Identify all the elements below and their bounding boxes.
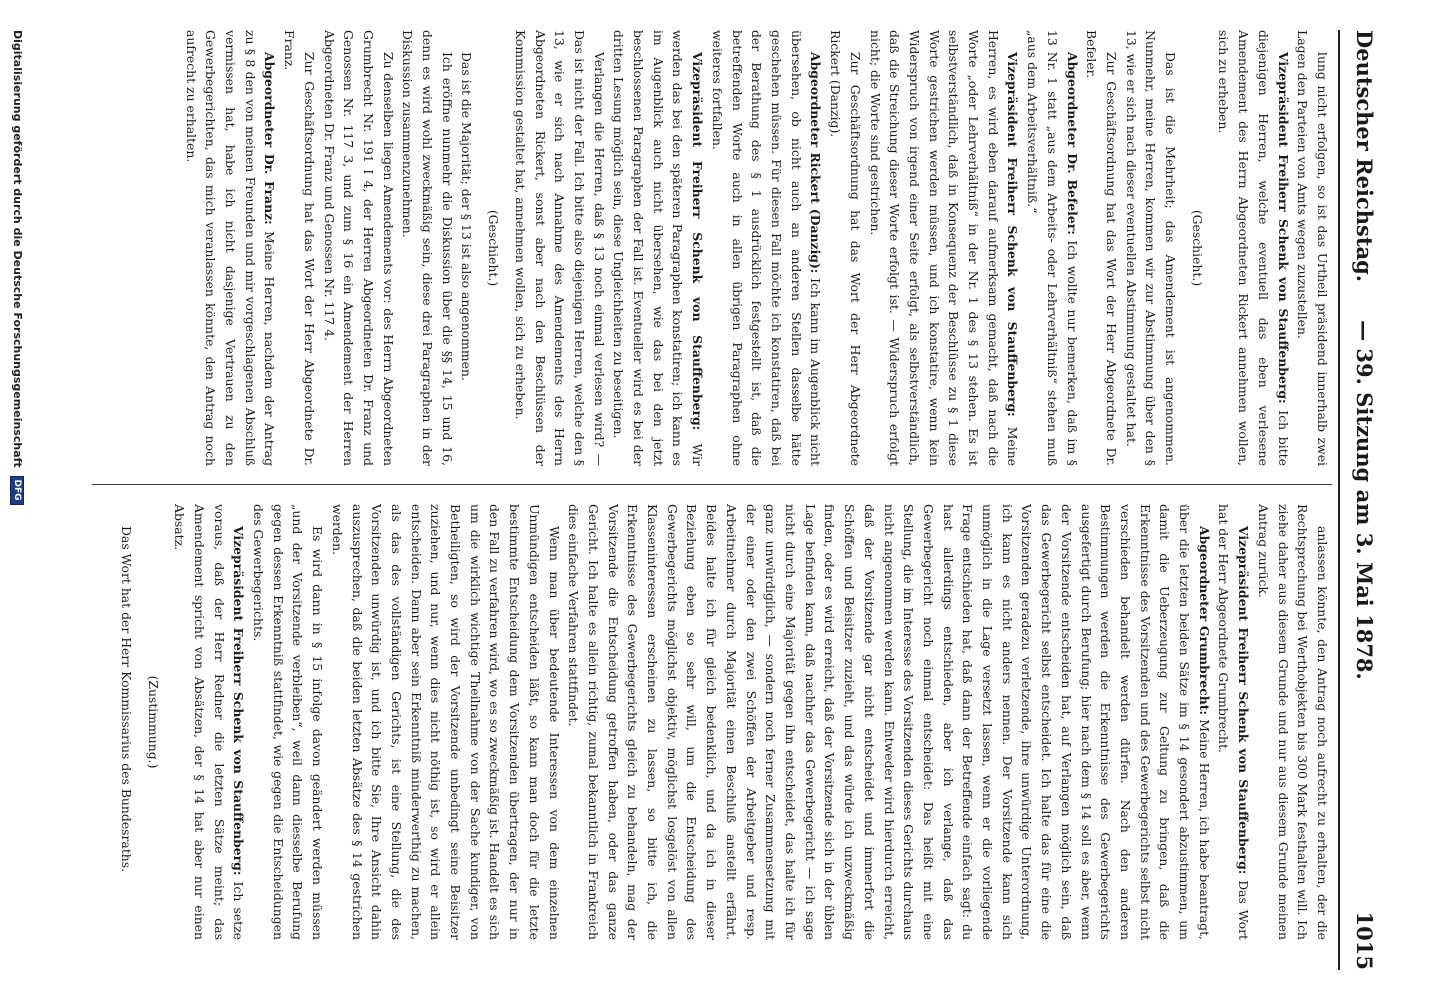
right-column [22, 504, 1332, 940]
paragraph: Vizepräsident Freiherr Schenk von Stauffenberg: Ich setze voraus, daß der Herr Redner die letzten Sätze meint; das Amendement spricht von Absätzen, der § 14 hat aber nur einen Absatz. [172, 504, 247, 940]
speaker-name: Vizepräsident Freiherr Schenk von Stauffenberg: [231, 526, 247, 876]
header-rule [1338, 30, 1340, 970]
paragraph: Abgeordneter Dr. Franz: Meine Herren, nachdem der Antrag zu § 8 den von meinen Freunden und mir vorgeschlagenen Abschluß vermissen hat, habe ich nicht dasjenige Vertrauen zu den Gewerbegerichten, das mich veranlassen könnte, den Antrag noch aufrecht zu erhalten. [183, 30, 278, 466]
paragraph: Abgeordneter Rickert (Danzig): Ich kann im Augenblick nicht übersehen, ob nicht auch an anderen Stellen dasselbe hätte geschehen müssen. Für diesen Fall möchte ich konstatiren, daß bei der Berathung des § 1 ausdrücklich festgestellt ist, daß die betreffenden Worte auch in allen übrigen Paragraphen ohne weiteres fortfallen. [709, 30, 824, 466]
header-session: — 39. Sitzung am 3. Mai 1878. [1352, 320, 1377, 680]
paragraph: Das ist die Majorität; der § 13 ist also angenommen. [459, 52, 475, 381]
digitization-credit [10, 30, 24, 930]
speaker-name: Vizepräsident Freiherr Schenk von Stauffenberg: [1005, 52, 1021, 417]
paragraph: Zu denselben liegen Amendements vor: des Herrn Abgeordneten Grumbrecht Nr. 191 I 4, der Herren Abgeordneten Dr. Franz und Genossen Nr. 117 3, und zum § 16 ein Amendement der Herren Abgeordneten Dr. Franz und Genossen Nr. 117 4. [321, 30, 396, 466]
header-publication: Deutscher Reichstag. [1352, 30, 1377, 283]
paragraph: Zur Geschäftsordnung hat das Wort der Herr Abgeordnete Dr. Befeler. [1084, 30, 1119, 466]
page-header [1337, 30, 1377, 970]
paragraph: Das Wort hat der Herr Kommissarius des Bundesraths. [118, 526, 134, 873]
paragraph: Abgeordneter Dr. Befeler: Ich wollte nur bemerken, daß im § 13 Nr. 1 statt „aus dem Arbeits- oder Lehrverhältniß“ stehen muß „aus dem Arbeitsverhältniß.“ [1025, 30, 1080, 466]
dfg-logo: DFG [10, 476, 24, 505]
paragraph: Verlangen die Herren, daß § 13 noch einmal verlesen wird? — Das ist nicht der Fall. Ich bitte also diejenigen Herren, welche den § 13, wie er sich nach Annahme des Amendements des Herrn Abgeordneten Rickert, sonst aber nach den Beschlüssen der Kommission gestaltet hat, annehmen wollen, sich zu erheben. [512, 30, 607, 466]
speaker-name: Abgeordneter Dr. Franz: [262, 52, 278, 225]
paragraph: Es wird dann in § 15 infolge davon geändert werden müssen „und der Vorsitzende verbleiben“, weil dann diesselbe Berufung gegen dessen Erkenntniß stattfindet, wie gegen die Entscheidungen des Gewerbegerichts. [251, 504, 326, 940]
paragraph: Zur Geschäftsordnung hat das Wort der Herr Abgeordnete Dr. Franz. [282, 30, 317, 466]
paragraph: Wenn man über bedeutende Interessen von dem einzelnen Unmündigen entscheiden läßt, so kann man doch für die letzte bestimmte Entscheidung dem Vorsitzenden übertragen, der nur in den Fall zu verfahren wird, wo es so zweckmäßig ist. Handelt es sich um die wirklich wichtige Theilnahme von der Sache kundiger, von Betheiligten, so wird der Vorsitzende unbedingt seine Beisitzer zuziehen, und nur, wenn dies nicht nöthig ist, so wird er allein entscheiden. Dann aber sein Erkenntniß minderwerthig zu machen, als das des vollständigen Gerichts, ist eine Stellung, die des Vorsitzenden unwürdig ist, und ich bitte Sie, Ihre Ansicht dahin auszusprechen, daß die beiden letzten Absätze des § 14 gestrichen werden. [329, 504, 562, 940]
stage-direction: (Geschieht.) [1189, 209, 1205, 287]
stage-direction: (Zustimmung.) [145, 675, 161, 769]
paragraph: anlassen könnte, den Antrag noch aufrecht zu erhalten, der die Rechtsprechung bei Werthobjekten bis 300 Mark festhalten will. Ich ziehe daher aus diesem Grunde und nur aus diesem Grunde meinen Antrag zurück. [1255, 504, 1330, 940]
credit-text: Digitalisierung gefördert durch die Deutsche Forschungsgemeinschaft [11, 30, 24, 468]
paragraph: Das ist die Mehrheit; das Amendement ist angenommen. Nunmehr, meine Herren, kommen wir zur Abstimmung über den § 13, wie er sich nach dieser eventuellen Abstimmung gestaltet hat. [1123, 30, 1179, 466]
paragraph: lung nicht erfolgen, so ist das Urtheil präsidend innerhalb zwei Lagen den Parteien von Amts wegen zuzustellen. [1295, 30, 1330, 466]
speaker-name: Abgeordneter Rickert (Danzig): [808, 52, 824, 274]
paragraph: Vizepräsident Freiherr Schenk von Stauffenberg: Meine Herren, es wird eben darauf aufmerksam gemacht, daß nach die Worte „oder Lehrverhältniß“ in der Nr. 1 des § 13 stehen. Es ist selbstverständlich, daß in Konsequenz der Beschlüsse zu § 1 diese Worte gestrichen werden müssen, und ich konstatire, wenn kein Widerspruch von irgend einer Seite erfolgt, als selbstverständlich, daß die Streichung dieser Worte erfolgt ist. — Widerspruch erfolgt nicht; die Worte sind gestrichen. [867, 30, 1021, 466]
speaker-name: Abgeordneter Grumbrecht: [1196, 526, 1212, 716]
left-column [32, 30, 1332, 466]
paragraph: Vizepräsident Freiherr Schenk von Stauffenberg: Ich bitte diejenigen Herren, welche eventuell das eben verlesene Amendement des Herrn Abgeordneten Rickert annehmen wollen, sich zu erheben. [1216, 30, 1291, 466]
header-page-number: 1015 [1352, 911, 1377, 970]
speaker-name: Vizepräsident Freiherr Schenk von Stauffenberg: [690, 52, 706, 431]
paragraph: Zur Geschäftsordnung hat das Wort der Herr Abgeordnete Rickert (Danzig). [828, 30, 863, 466]
paragraph: Vizepräsident Freiherr Schenk von Stauffenberg: Wir werden das bei den späteren Paragraphen konstatiren; ich kann es im Augenblick auch nicht übersehen, wie das bei den jetzt beschlossenen Paragraphen der Fall ist. Eventueller wird es bei der dritten Lesung möglich sein, diese Ungleichheiten zu beseitigen. [611, 30, 706, 466]
stage-direction: (Geschieht.) [486, 209, 502, 287]
paragraph: Abgeordneter Grumbrecht: Meine Herren, ich habe beantragt, über die letzten beiden Sätze im § 14 gesondert abzustimmen, um damit die Ueberzeugung zur Geltung zu bringen, daß die Erkenntnisse des Vorsitzenden und des Gewerbegerichts selbst nicht verschieden behandelt werden dürfen. Nach den anderen Bestimmungen werden die Erkenntnisse des Gewerbegerichts ausgefertigt durch Berufung; hier nach dem § 14 soll es aber, wenn der Vorsitzende entscheiden hat, auf Verlangen möglich sein, daß das Gewerbegericht selbst entscheidet. Ich halte das für eine die Vorsitzenden geradezu verletzende, ihre unwürdige Unterordnung, ich kann es nicht anders nennen. Der Vorsitzende kann sich unmöglich in die Lage versetzt lassen, wenn er die vorliegende Frage entschieden hat, daß dann der Betreffende einfach sagt: du hast allerdings entschieden, aber ich verlange, daß das Gewerbegericht noch einmal entscheidet: Das heißt mit eine Stellung, die im Interesse des Vorsitzenden dieses Gerichts durchaus nicht angenommen werden kann. Entweder wird hierdurch erreicht, daß der Vorsitzende gar nicht entscheidet und immerfort die Schöffen und Beisitzer zuzieht, und das würde ich unzweckmäßig finden, oder es wird erreicht, daß der Vorsitzende sich in der üblen Lage befinden kann, daß nachher das Gewerbegericht — ich sage nicht durch eine Majorität gegen ihn entscheidet, das halte ich für ganz unwürdiglich, — sondern noch ferner Zusammensetzung mit der einer oder den zwei Schöffen der Arbeitgeber und resp. Arbeitnehmer durch Majorität einen Beschluß anstellt erfährt. Beides halte ich für gleich bedenklich, und da ich in dieser Beziehung eben so sehr will, um die Entscheidung des Gewerbegerichts möglichst objektiv, möglichst losgelöst von allen Klasseninteressen erscheinen zu lassen, so bitte ich, die Erkenntnisse des Gewerbegerichts gleich zu behandeln, mag der Vorsitzende die Entscheidung getroffen haben, oder das ganze Gericht. Ich halte es allein richtig, zumal bekanntlich in Frankreich dies einfache Verfahren stattfindet. [566, 504, 1212, 940]
column-divider [92, 484, 1332, 485]
speaker-name: Abgeordneter Dr. Befeler: [1064, 52, 1080, 235]
speaker-name: Vizepräsident Freiherr Schenk von Stauffenberg: [1275, 52, 1291, 404]
speaker-name: Vizepräsident Freiherr Schenk von Stauffenberg: [1236, 526, 1252, 875]
paragraph: Vizepräsident Freiherr Schenk von Stauffenberg: Das Wort hat der Herr Abgeordnete Grumbrecht. [1216, 504, 1252, 940]
paragraph: Ich eröffne nunmehr die Diskussion über die §§ 14, 15 und 16, denn es wird wohl zweckmäßig sein, diese drei Paragraphen in der Diskussion zusammenzunehmen. [400, 30, 455, 466]
